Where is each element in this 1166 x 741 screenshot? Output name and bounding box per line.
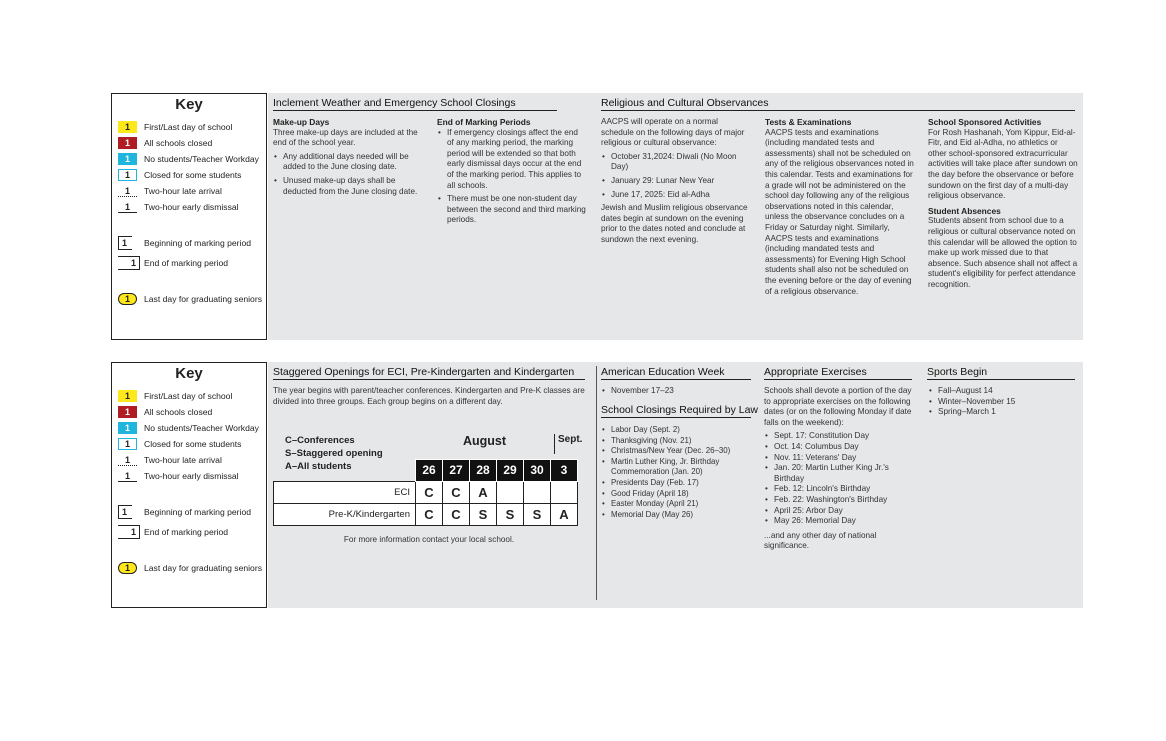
status-cell: S [524, 503, 551, 525]
swatch-yellow: 1 [118, 390, 137, 402]
key-title: Key [175, 96, 203, 113]
swatch-underline: 1 [118, 470, 137, 482]
list-item: • May 26: Memorial Day [772, 516, 914, 527]
swatch-rounded-yellow: 1 [118, 562, 137, 574]
american-ed-list [601, 386, 751, 397]
status-cell: C [416, 481, 443, 503]
day-cell: 29 [497, 460, 524, 482]
table-row [274, 503, 578, 525]
day-cell: 30 [524, 460, 551, 482]
swatch-begin-bracket: 1 [118, 236, 132, 250]
key-item: 1 Last day for graduating seniors [118, 560, 266, 576]
sports-title: Sports Begin [927, 366, 1075, 380]
tests-heading: Tests & Examinations [765, 117, 852, 127]
list-item: • October 31,2024: Diwali (No Moon Day) [609, 152, 751, 173]
key-item: 1 No students/Teacher Workday [118, 151, 266, 167]
staggered-table [273, 459, 578, 526]
key-item: 1 Two-hour late arrival [118, 183, 266, 199]
month-sept: Sept. [554, 434, 582, 454]
list-item: • Thanksgiving (Nov. 21) [609, 436, 751, 447]
key-box-top [111, 93, 267, 340]
list-item: • There must be one non-student day between the second and third marking periods. [445, 194, 587, 226]
swatch-red: 1 [118, 137, 137, 149]
key-item: 1 Two-hour early dismissal [118, 468, 266, 484]
exercises-title: Appropriate Exercises [764, 366, 912, 380]
key-box-bottom [111, 362, 267, 608]
row-label: Pre-K/Kindergarten [274, 503, 416, 525]
list-item: • Feb. 22: Washington's Birthday [772, 495, 914, 506]
key-item: 1 Closed for some students [118, 167, 266, 183]
sports-list [928, 386, 1078, 418]
list-item: • April 25: Arbor Day [772, 506, 914, 517]
list-item: • Good Friday (April 18) [609, 489, 751, 500]
status-cell: C [443, 481, 470, 503]
list-item: • Unused make-up days shall be deducted from the June closing date. [281, 176, 423, 197]
sponsored-heading: School Sponsored Activities [928, 117, 1042, 127]
makeup-heading: Make-up Days [273, 117, 330, 127]
swatch-outline: 1 [118, 438, 137, 450]
tests-column: Tests & Examinations AACPS tests and examinations (including mandated tests and assessments) shall not be scheduled on any of the religious observances noted in this calendar. Tests and examinations for a grade will not be administered on the school day following any of the religious observations noted in this calendar, unless the observance concludes on a Friday or Saturday night. Similarly, AACPS tests and examinations (including mandated tests and assessments) for Evening High School students shall also not be scheduled on the evening before or the day of evening of a religious observance. [765, 117, 914, 296]
list-item: • November 17–23 [609, 386, 751, 397]
end-marking-heading: End of Marking Periods [437, 117, 531, 127]
status-cell: A [470, 481, 497, 503]
swatch-dotted: 1 [118, 454, 137, 466]
swatch-end-bracket: 1 [118, 525, 140, 539]
list-item: • Christmas/New Year (Dec. 26–30) [609, 446, 751, 457]
swatch-outline: 1 [118, 169, 137, 181]
month-august: August [463, 434, 507, 448]
row-label: ECI [274, 481, 416, 503]
key-item: 1 Closed for some students [118, 436, 266, 452]
key-item: 1 Beginning of marking period [118, 504, 266, 520]
key-item: 1 No students/Teacher Workday [118, 420, 266, 436]
list-item: • Memorial Day (May 26) [609, 510, 751, 521]
status-cell: S [470, 503, 497, 525]
key-item: 1 All schools closed [118, 404, 266, 420]
list-item: • Fall–August 14 [936, 386, 1078, 397]
key-item: 1 Last day for graduating seniors [118, 291, 266, 307]
key-item: 1 End of marking period [118, 255, 266, 271]
key-item: 1 All schools closed [118, 135, 266, 151]
list-item: • Martin Luther King, Jr. Birthday Commemoration (Jan. 20) [609, 457, 751, 478]
legend-staggered: S–Staggered opening [285, 448, 383, 459]
absences-heading: Student Absences [928, 205, 1001, 216]
staggered-title: Staggered Openings for ECI, Pre-Kindergarten and Kindergarten [273, 366, 585, 380]
list-item: • Sept. 17: Constitution Day [772, 431, 914, 442]
swatch-red: 1 [118, 406, 137, 418]
list-item: • Nov. 11: Veterans' Day [772, 453, 914, 464]
status-cell [524, 481, 551, 503]
key-item: 1 Two-hour late arrival [118, 452, 266, 468]
end-marking-column [437, 117, 587, 229]
religious-title: Religious and Cultural Observances [601, 97, 1075, 111]
closings-law-title: School Closings Required by Law [601, 404, 759, 416]
list-item: • Winter–November 15 [936, 397, 1078, 408]
list-item: • January 29: Lunar New Year [609, 176, 751, 187]
key-title: Key [175, 365, 203, 382]
list-item: • Oct. 14: Columbus Day [772, 442, 914, 453]
key-item: 1 Two-hour early dismissal [118, 199, 266, 215]
key-item: 1 First/Last day of school [118, 388, 266, 404]
swatch-cyan: 1 [118, 422, 137, 434]
table-row [274, 481, 578, 503]
list-item: • Jan. 20: Martin Luther King Jr.'s Birthday [772, 463, 914, 484]
status-cell: C [443, 503, 470, 525]
list-item: • Labor Day (Sept. 2) [609, 425, 751, 436]
list-item: • Spring–March 1 [936, 407, 1078, 418]
status-cell [497, 481, 524, 503]
swatch-end-bracket: 1 [118, 256, 140, 270]
status-cell [551, 481, 578, 503]
swatch-yellow: 1 [118, 121, 137, 133]
key-item: 1 First/Last day of school [118, 119, 266, 135]
inclement-title: Inclement Weather and Emergency School Closings [273, 97, 557, 111]
makeup-column: Make-up Days Three make-up days are included at the end of the school year. • Any additional days needed will be added to the June closing date. • Unused make-up days shall be deducted from the June closing date. [273, 117, 423, 200]
key-item: 1 End of marking period [118, 524, 266, 540]
exercises-column: Schools shall devote a portion of the day to appropriate exercises on the following dates (or on the following Monday if date falls on the weekend): • Sept. 17: Constitution Day • Oct. 14: Columbus Day • Nov. 11: Veterans' Day • Jan. 20: Martin Luther King Jr.'s Birthday • Feb. 12: Lincoln's Birthday • Feb. 22: Washington's Birthday • April 25: Arbor Day • May 26: Memorial Day ...and any other day of national significance. [764, 386, 914, 555]
staggered-intro: The year begins with parent/teacher conferences. Kindergarten and Pre-K classes are divided into three groups. Each group begins on a different day. [273, 386, 585, 406]
list-item: • Feb. 12: Lincoln's Birthday [772, 484, 914, 495]
day-cell: 28 [470, 460, 497, 482]
legend-conferences: C–Conferences [285, 435, 355, 446]
status-cell: S [497, 503, 524, 525]
list-item: • Easter Monday (April 21) [609, 499, 751, 510]
closings-law-list [601, 425, 751, 520]
activities-column: School Sponsored Activities For Rosh Hashanah, Yom Kippur, Eid-al-Fitr, and Eid al-Adha, no athletics or other school-sponsored extracurricular activities will take place after sundown on the day before the observance or before sundown on the first day of a multi-day religious observance. Student Absences Students absent from school due to a religious or cultural observance noted on this calendar will be allowed the option to make up work missed due to that absence. Such absence shall not affect a student's eligibility for perfect attendance recognition. [928, 117, 1078, 289]
swatch-underline: 1 [118, 201, 137, 213]
day-cell: 3 [551, 460, 578, 482]
divider [596, 366, 597, 600]
list-item: • Any additional days needed will be added to the June closing date. [281, 152, 423, 173]
swatch-begin-bracket: 1 [118, 505, 132, 519]
swatch-cyan: 1 [118, 153, 137, 165]
list-item: • If emergency closings affect the end of any marking period, the marking period will be extended so that both early dismissal days occur at the end of the marking period. This applies to all schools. [445, 128, 587, 192]
key-item: 1 Beginning of marking period [118, 235, 266, 251]
list-item: • Presidents Day (Feb. 17) [609, 478, 751, 489]
american-ed-title: American Education Week [601, 366, 751, 380]
table-header-row [274, 460, 578, 482]
day-cell: 26 [416, 460, 443, 482]
swatch-rounded-yellow: 1 [118, 293, 137, 305]
status-cell: A [551, 503, 578, 525]
day-cell: 27 [443, 460, 470, 482]
staggered-footer: For more information contact your local school. [343, 535, 515, 544]
list-item: • June 17, 2025: Eid al-Adha [609, 190, 751, 201]
swatch-dotted: 1 [118, 185, 137, 197]
legend-all: A–All students [285, 461, 352, 472]
status-cell: C [416, 503, 443, 525]
religious-column: AACPS will operate on a normal schedule on the following days of major religious or cultural observance: • October 31,2024: Diwali (No Moon Day) • January 29: Lunar New Year • June 17, 2025: Eid al-Adha Jewish and Muslim religious observance dates begin at sundown on the evening prior to the dates noted and conclude at sundown the next evening. [601, 117, 751, 249]
